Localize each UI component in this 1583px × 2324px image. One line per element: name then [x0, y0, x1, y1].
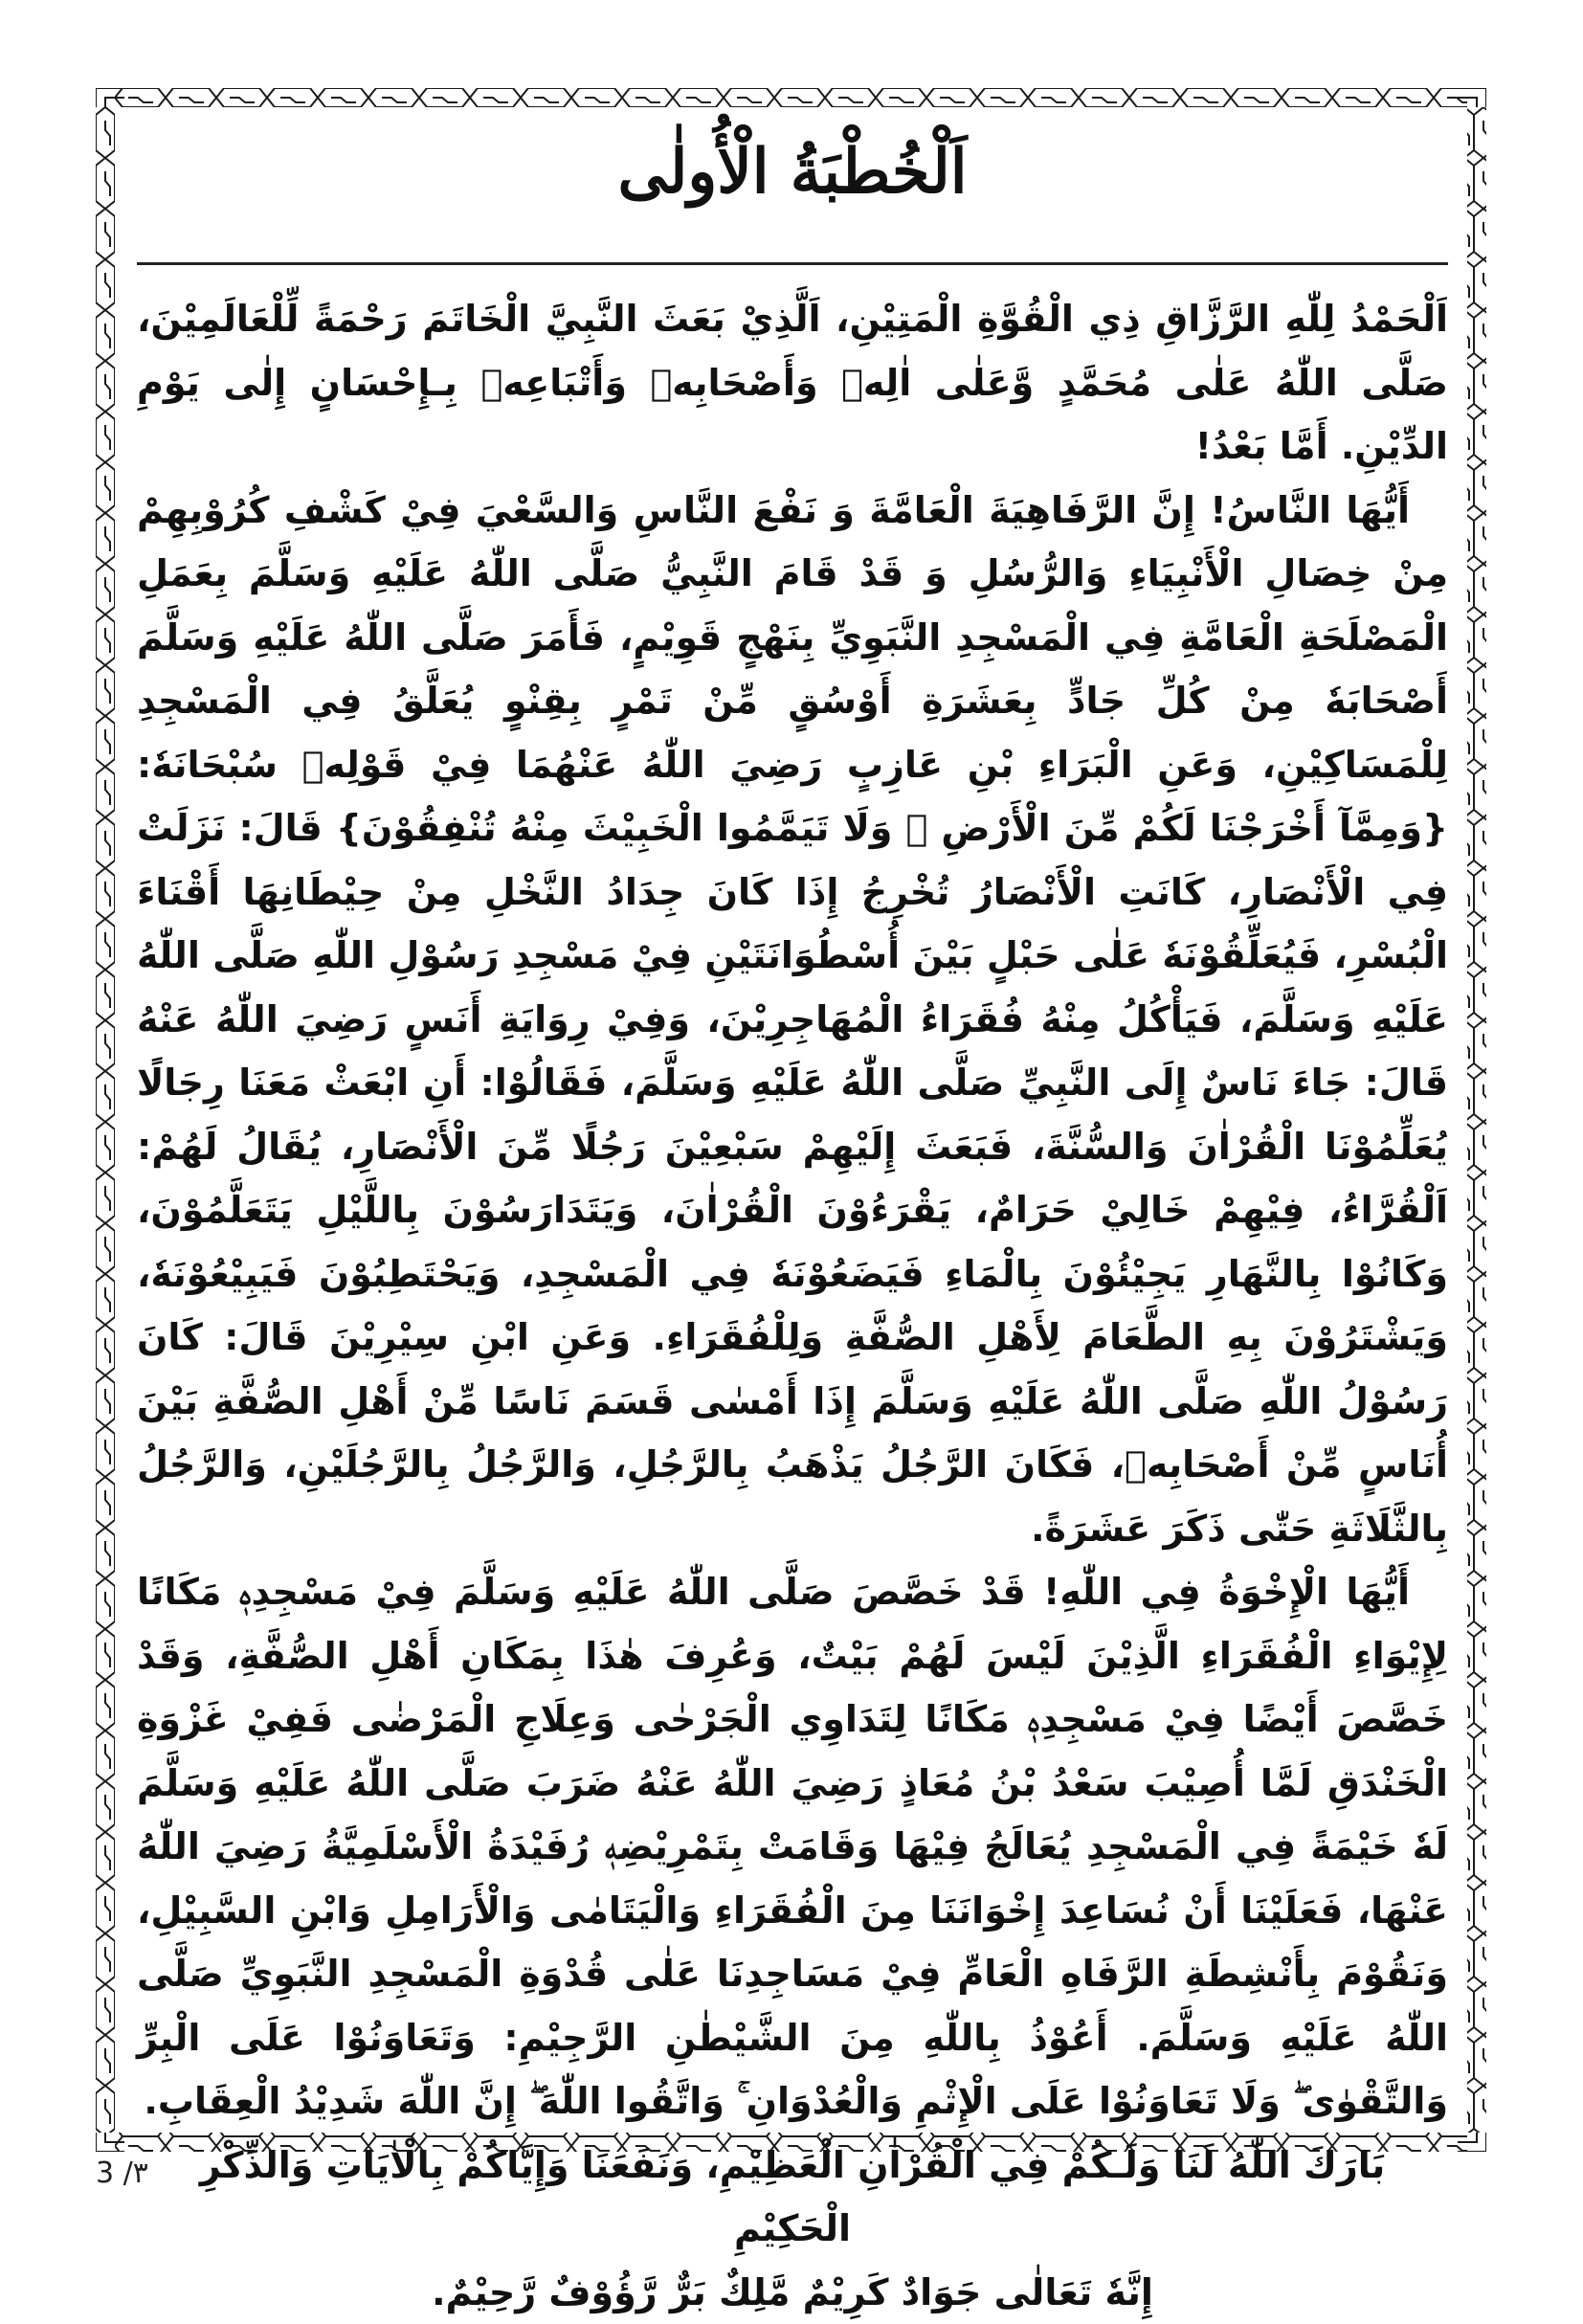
closing-dua-line-2: إِنَّهٗ تَعَالٰى جَوَادٌ كَرِيْمٌ مَّلِكٌ بَرٌّ رَّؤُوْفٌ رَّحِيْمٌ. — [137, 2261, 1448, 2324]
page-number: 3 /٣ — [96, 2156, 148, 2190]
paragraph-public-welfare: أَيُّهَا النَّاسُ! إِنَّ الرَّفَاهِيَةَ الْعَامَّةَ وَ نَفْعَ النَّاسِ وَالسَّعْيَ فِيْ كَشْفِ كُرُوْبِهِمْ مِنْ خِصَالِ الْأَنْبِيَاءِ وَالرُّسُلِ وَ قَدْ قَامَ النَّبِيُّ صَلَّى اللّٰهُ عَلَيْهِ وَسَلَّمَ بِعَمَلِ الْمَصْلَحَةِ الْعَامَّةِ فِي الْمَسْجِدِ النَّبَوِيِّ بِنَهْجٍ قَوِيْمٍ، فَأَمَرَ صَلَّى اللّٰهُ عَلَيْهِ وَسَلَّمَ أَصْحَابَهٗ مِنْ كُلِّ جَادٍّ بِعَشَرَةِ أَوْسُقٍ مِّنْ تَمْرٍ بِقِنْوٍ يُعَلَّقُ فِي الْمَسْجِدِ لِلْمَسَاكِيْنِ، وَعَنِ الْبَرَاءِ بْنِ عَازِبٍ رَضِيَ اللّٰهُ عَنْهُمَا فِيْ قَوْلِهٖ سُبْحَانَهٗ: {وَمِمَّآ أَخْرَجْنَا لَكُمْ مِّنَ الْأَرْضِ ۖ وَلَا تَيَمَّمُوا الْخَبِيْثَ مِنْهُ تُنْفِقُوْنَ} قَالَ: نَزَلَتْ فِي الْأَنْصَارِ، كَانَتِ الْأَنْصَارُ تُخْرِجُ إِذَا كَانَ جِدَادُ النَّخْلِ مِنْ حِيْطَانِهَا أَقْنَاءَ الْبُسْرِ، فَيُعَلِّقُوْنَهٗ عَلٰى حَبْلٍ بَيْنَ أُسْطُوَانَتَيْنِ فِيْ مَسْجِدِ رَسُوْلِ اللّٰهِ صَلَّى اللّٰهُ عَلَيْهِ وَسَلَّمَ، فَيَأْكُلُ مِنْهُ فُقَرَاءُ الْمُهَاجِرِيْنَ، وَفِيْ رِوَايَةِ أَنَسٍ رَضِيَ اللّٰهُ عَنْهُ قَالَ: جَاءَ نَاسٌ إِلَى النَّبِيِّ صَلَّى اللّٰهُ عَلَيْهِ وَسَلَّمَ، فَقَالُوْا: أَنِ ابْعَثْ مَعَنَا رِجَالًا يُعَلِّمُوْنَا الْقُرْاٰنَ وَالسُّنَّةَ، فَبَعَثَ إِلَيْهِمْ سَبْعِيْنَ رَجُلًا مِّنَ الْأَنْصَارِ، يُقَالُ لَهُمْ: اَلْقُرَّاءُ، فِيْهِمْ خَالِيْ حَرَامٌ، يَقْرَءُوْنَ الْقُرْاٰنَ، وَيَتَدَارَسُوْنَ بِاللَّيْلِ يَتَعَلَّمُوْنَ، وَكَانُوْا بِالنَّهَارِ يَجِيْئُوْنَ بِالْمَاءِ فَيَضَعُوْنَهٗ فِي الْمَسْجِدِ، وَيَحْتَطِبُوْنَ فَيَبِيْعُوْنَهٗ، وَيَشْتَرُوْنَ بِهِ الطَّعَامَ لِأَهْلِ الصُّفَّةِ وَلِلْفُقَرَاءِ. وَعَنِ ابْنِ سِيْرِيْنَ قَالَ: كَانَ رَسُوْلُ اللّٰهِ صَلَّى اللّٰهُ عَلَيْهِ وَسَلَّمَ إِذَا أَمْسٰى قَسَمَ نَاسًا مِّنْ أَهْلِ الصُّفَّةِ بَيْنَ أُنَاسٍ مِّنْ أَصْحَابِهٖ، فَكَانَ الرَّجُلُ يَذْهَبُ بِالرَّجُلِ، وَالرَّجُلُ بِالرَّجُلَيْنِ، وَالرَّجُلُ بِالثَّلَاثَةِ حَتّٰى ذَكَرَ عَشَرَةً. — [137, 479, 1448, 1561]
closing-dua-line-1: بَارَكَ اللّٰهُ لَنَا وَلَـكُمْ فِي الْقُرْاٰنِ الْعَظِيْمِ، وَنَفَعَنَا وَإِيَّاكُمْ بِالْاٰيَاتِ وَالذِّكْرِ الْحَكِيْمِ — [137, 2134, 1448, 2261]
paragraph-mosque-services: أَيُّهَا الْإِخْوَةُ فِي اللّٰهِ! قَدْ خَصَّصَ صَلَّى اللّٰهُ عَلَيْهِ وَسَلَّمَ فِيْ مَسْجِدِهٖ مَكَانًا لِإِيْوَاءِ الْفُقَرَاءِ الَّذِيْنَ لَيْسَ لَهُمْ بَيْتٌ، وَعُرِفَ هٰذَا بِمَكَانِ أَهْلِ الصُّفَّةِ، وَقَدْ خَصَّصَ أَيْضًا فِيْ مَسْجِدِهٖ مَكَانًا لِتَدَاوِي الْجَرْحٰى وَعِلَاجِ الْمَرْضٰى فَفِيْ غَزْوَةِ الْخَنْدَقِ لَمَّا أُصِيْبَ سَعْدُ بْنُ مُعَاذٍ رَضِيَ اللّٰهُ عَنْهُ ضَرَبَ صَلَّى اللّٰهُ عَلَيْهِ وَسَلَّمَ لَهٗ خَيْمَةً فِي الْمَسْجِدِ يُعَالَجُ فِيْهَا وَقَامَتْ بِتَمْرِيْضِهٖ رُفَيْدَةُ الْأَسْلَمِيَّةُ رَضِيَ اللّٰهُ عَنْهَا، فَعَلَيْنَا أَنْ نُسَاعِدَ إِخْوَانَنَا مِنَ الْفُقَرَاءِ وَالْيَتَامٰى وَالْأَرَامِلِ وَابْنِ السَّبِيْلِ، وَنَقُوْمَ بِأَنْشِطَةِ الرَّفَاهِ الْعَامِّ فِيْ مَسَاجِدِنَا عَلٰى قُدْوَةِ الْمَسْجِدِ النَّبَوِيِّ صَلَّى اللّٰهُ عَلَيْهِ وَسَلَّمَ. أَعُوْذُ بِاللّٰهِ مِنَ الشَّيْطٰنِ الرَّجِيْمِ: وَتَعَاوَنُوْا عَلَى الْبِرِّ وَالتَّقْوٰى ۖ وَلَا تَعَاوَنُوْا عَلَى الْإِثْمِ وَالْعُدْوَانِ ۚ وَاتَّقُوا اللّٰهَ ۖ إِنَّ اللّٰهَ شَدِيْدُ الْعِقَابِ. — [137, 1560, 1448, 2134]
opening-paragraph: اَلْحَمْدُ لِلّٰهِ الرَّزَّاقِ ذِي الْقُوَّةِ الْمَتِيْنِ، اَلَّذِيْ بَعَثَ النَّبِيَّ الْخَاتَمَ رَحْمَةً لِّلْعَالَمِيْنَ، صَلَّى اللّٰهُ عَلٰى مُحَمَّدٍ وَّعَلٰى اٰلِهٖ وَأَصْحَابِهٖ وَأَتْبَاعِهٖ بِـإِحْسَانٍ إِلٰى يَوْمِ الدِّيْنِ. أَمَّا بَعْدُ! — [137, 287, 1448, 479]
page-title: اَلْخُطْبَةُ الْأُولٰى — [137, 105, 1448, 239]
sermon-page — [137, 105, 1448, 2125]
sermon-body — [137, 287, 1448, 2324]
title-divider — [137, 262, 1448, 265]
